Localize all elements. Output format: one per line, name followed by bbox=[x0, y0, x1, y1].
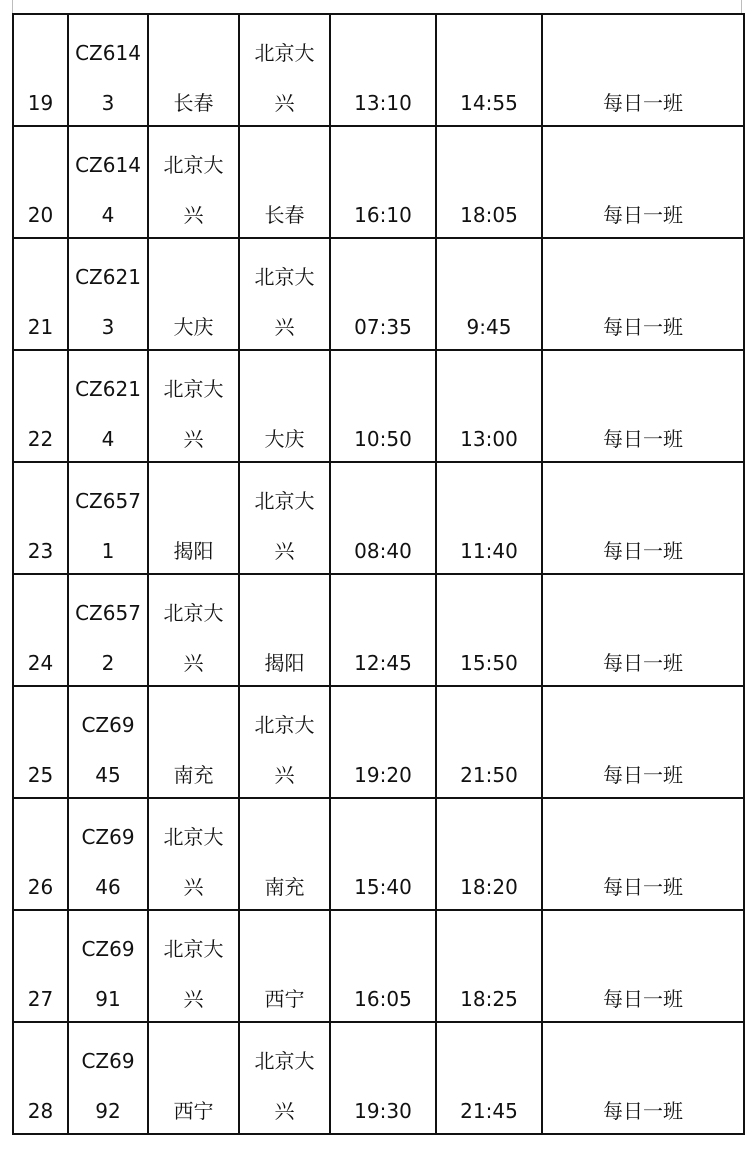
frequency: 每日一班 bbox=[603, 203, 683, 227]
frequency: 每日一班 bbox=[603, 651, 683, 675]
origin-cell bbox=[148, 126, 239, 238]
flight-number-line-1: CZ69 bbox=[81, 825, 135, 849]
origin-line-2: 兴 bbox=[183, 427, 204, 451]
departure-time: 16:10 bbox=[354, 203, 412, 227]
departure-time-cell bbox=[330, 126, 436, 238]
flight-number-line-1: CZ657 bbox=[75, 601, 141, 625]
flight-number-line-1: CZ614 bbox=[75, 41, 141, 65]
destination-cell bbox=[239, 686, 330, 798]
departure-time: 12:45 bbox=[354, 651, 412, 675]
departure-time: 19:20 bbox=[354, 763, 412, 787]
arrival-time: 21:45 bbox=[460, 1099, 518, 1123]
row-number: 21 bbox=[27, 315, 54, 339]
table-row bbox=[13, 686, 744, 798]
origin-line-1: 北京大 bbox=[163, 825, 224, 849]
departure-time-cell bbox=[330, 350, 436, 462]
destination-cell bbox=[239, 798, 330, 910]
origin-line-2: 大庆 bbox=[173, 315, 214, 339]
frequency-cell bbox=[542, 126, 744, 238]
departure-time: 08:40 bbox=[354, 539, 412, 563]
destination-cell bbox=[239, 126, 330, 238]
flight-number-cell bbox=[68, 910, 148, 1022]
row-number: 22 bbox=[27, 427, 54, 451]
row-number-cell bbox=[13, 350, 68, 462]
arrival-time: 13:00 bbox=[460, 427, 518, 451]
frequency: 每日一班 bbox=[603, 875, 683, 899]
frequency-cell bbox=[542, 350, 744, 462]
origin-line-2: 揭阳 bbox=[173, 539, 214, 563]
origin-cell bbox=[148, 798, 239, 910]
destination-line-2: 西宁 bbox=[264, 987, 305, 1011]
row-number: 23 bbox=[27, 539, 54, 563]
flight-number-cell bbox=[68, 14, 148, 126]
origin-cell bbox=[148, 686, 239, 798]
destination-line-2: 兴 bbox=[274, 1099, 295, 1123]
arrival-time-cell bbox=[436, 910, 542, 1022]
departure-time-cell bbox=[330, 686, 436, 798]
flight-number-line-1: CZ621 bbox=[75, 377, 141, 401]
destination-cell bbox=[239, 1022, 330, 1134]
destination-line-2: 揭阳 bbox=[264, 651, 305, 675]
destination-line-1: 北京大 bbox=[254, 489, 315, 513]
row-number-cell bbox=[13, 574, 68, 686]
flight-number-line-2: 3 bbox=[101, 315, 115, 339]
row-number-cell bbox=[13, 126, 68, 238]
origin-line-2: 南充 bbox=[173, 763, 214, 787]
flight-number-cell bbox=[68, 126, 148, 238]
row-number-cell bbox=[13, 462, 68, 574]
flight-number-line-1: CZ621 bbox=[75, 265, 141, 289]
departure-time: 10:50 bbox=[354, 427, 412, 451]
table-row bbox=[13, 1022, 744, 1134]
frequency-cell bbox=[542, 798, 744, 910]
flight-number-line-2: 3 bbox=[101, 91, 115, 115]
row-number: 27 bbox=[27, 987, 54, 1011]
frequency: 每日一班 bbox=[603, 315, 683, 339]
flight-number-line-1: CZ614 bbox=[75, 153, 141, 177]
flight-number-cell bbox=[68, 350, 148, 462]
flight-number-line-2: 4 bbox=[101, 427, 115, 451]
destination-line-2: 兴 bbox=[274, 763, 295, 787]
destination-cell bbox=[239, 910, 330, 1022]
frequency: 每日一班 bbox=[603, 539, 683, 563]
origin-line-2: 长春 bbox=[173, 91, 214, 115]
frequency: 每日一班 bbox=[603, 91, 683, 115]
origin-cell bbox=[148, 238, 239, 350]
table-top-margin bbox=[12, 0, 742, 13]
arrival-time: 21:50 bbox=[460, 763, 518, 787]
arrival-time: 11:40 bbox=[460, 539, 518, 563]
departure-time: 13:10 bbox=[354, 91, 412, 115]
arrival-time-cell bbox=[436, 14, 542, 126]
table-row bbox=[13, 462, 744, 574]
destination-line-1: 北京大 bbox=[254, 1049, 315, 1073]
origin-cell bbox=[148, 462, 239, 574]
destination-line-1: 北京大 bbox=[254, 265, 315, 289]
frequency-cell bbox=[542, 910, 744, 1022]
origin-line-2: 兴 bbox=[183, 651, 204, 675]
departure-time: 15:40 bbox=[354, 875, 412, 899]
departure-time: 07:35 bbox=[354, 315, 412, 339]
row-number-cell bbox=[13, 238, 68, 350]
table-row bbox=[13, 126, 744, 238]
flight-number-cell bbox=[68, 462, 148, 574]
flight-number-cell bbox=[68, 574, 148, 686]
row-number-cell bbox=[13, 14, 68, 126]
origin-line-1: 北京大 bbox=[163, 601, 224, 625]
destination-cell bbox=[239, 574, 330, 686]
flight-number-line-2: 2 bbox=[101, 651, 115, 675]
table-row bbox=[13, 574, 744, 686]
flight-schedule-table bbox=[12, 13, 745, 1135]
frequency-cell bbox=[542, 1022, 744, 1134]
arrival-time: 14:55 bbox=[460, 91, 518, 115]
row-number: 20 bbox=[27, 203, 54, 227]
origin-cell bbox=[148, 350, 239, 462]
arrival-time-cell bbox=[436, 238, 542, 350]
origin-cell bbox=[148, 574, 239, 686]
departure-time-cell bbox=[330, 1022, 436, 1134]
row-number-cell bbox=[13, 910, 68, 1022]
table-row bbox=[13, 14, 744, 126]
row-number-cell bbox=[13, 686, 68, 798]
origin-cell bbox=[148, 1022, 239, 1134]
frequency-cell bbox=[542, 238, 744, 350]
flight-number-line-1: CZ69 bbox=[81, 1049, 135, 1073]
origin-line-2: 西宁 bbox=[173, 1099, 214, 1123]
departure-time-cell bbox=[330, 462, 436, 574]
flight-number-line-2: 46 bbox=[95, 875, 121, 899]
origin-line-1: 北京大 bbox=[163, 153, 224, 177]
destination-line-1: 北京大 bbox=[254, 713, 315, 737]
table-row bbox=[13, 910, 744, 1022]
origin-cell bbox=[148, 14, 239, 126]
row-number: 26 bbox=[27, 875, 54, 899]
arrival-time-cell bbox=[436, 574, 542, 686]
destination-line-2: 南充 bbox=[264, 875, 305, 899]
flight-number-line-2: 4 bbox=[101, 203, 115, 227]
destination-line-1: 北京大 bbox=[254, 41, 315, 65]
frequency: 每日一班 bbox=[603, 987, 683, 1011]
table-row bbox=[13, 798, 744, 910]
departure-time-cell bbox=[330, 14, 436, 126]
destination-cell bbox=[239, 462, 330, 574]
flight-number-line-1: CZ69 bbox=[81, 937, 135, 961]
flight-number-line-2: 91 bbox=[95, 987, 121, 1011]
flight-number-line-2: 45 bbox=[95, 763, 121, 787]
destination-line-2: 大庆 bbox=[264, 427, 305, 451]
departure-time-cell bbox=[330, 238, 436, 350]
arrival-time: 9:45 bbox=[466, 315, 512, 339]
origin-line-2: 兴 bbox=[183, 875, 204, 899]
destination-cell bbox=[239, 238, 330, 350]
flight-number-line-2: 1 bbox=[101, 539, 115, 563]
departure-time-cell bbox=[330, 798, 436, 910]
departure-time-cell bbox=[330, 910, 436, 1022]
origin-line-2: 兴 bbox=[183, 203, 204, 227]
row-number: 28 bbox=[27, 1099, 54, 1123]
frequency-cell bbox=[542, 574, 744, 686]
table-row bbox=[13, 238, 744, 350]
arrival-time-cell bbox=[436, 1022, 542, 1134]
row-number: 19 bbox=[27, 91, 54, 115]
origin-cell bbox=[148, 910, 239, 1022]
schedule-body bbox=[13, 14, 744, 1134]
table-row bbox=[13, 350, 744, 462]
row-number-cell bbox=[13, 798, 68, 910]
flight-number-line-2: 92 bbox=[95, 1099, 121, 1123]
arrival-time-cell bbox=[436, 798, 542, 910]
destination-line-2: 兴 bbox=[274, 315, 295, 339]
arrival-time-cell bbox=[436, 126, 542, 238]
origin-line-2: 兴 bbox=[183, 987, 204, 1011]
frequency: 每日一班 bbox=[603, 427, 683, 451]
frequency-cell bbox=[542, 462, 744, 574]
destination-cell bbox=[239, 14, 330, 126]
row-number: 25 bbox=[27, 763, 54, 787]
destination-line-2: 长春 bbox=[264, 203, 305, 227]
row-number-cell bbox=[13, 1022, 68, 1134]
origin-line-1: 北京大 bbox=[163, 937, 224, 961]
flight-number-cell bbox=[68, 798, 148, 910]
frequency: 每日一班 bbox=[603, 763, 683, 787]
flight-number-cell bbox=[68, 238, 148, 350]
flight-number-cell bbox=[68, 686, 148, 798]
arrival-time: 18:25 bbox=[460, 987, 518, 1011]
frequency: 每日一班 bbox=[603, 1099, 683, 1123]
flight-number-line-1: CZ657 bbox=[75, 489, 141, 513]
departure-time: 19:30 bbox=[354, 1099, 412, 1123]
flight-number-line-1: CZ69 bbox=[81, 713, 135, 737]
arrival-time-cell bbox=[436, 686, 542, 798]
destination-cell bbox=[239, 350, 330, 462]
flight-number-cell bbox=[68, 1022, 148, 1134]
destination-line-2: 兴 bbox=[274, 91, 295, 115]
arrival-time-cell bbox=[436, 350, 542, 462]
arrival-time: 18:05 bbox=[460, 203, 518, 227]
destination-line-2: 兴 bbox=[274, 539, 295, 563]
frequency-cell bbox=[542, 686, 744, 798]
arrival-time-cell bbox=[436, 462, 542, 574]
arrival-time: 15:50 bbox=[460, 651, 518, 675]
arrival-time: 18:20 bbox=[460, 875, 518, 899]
row-number: 24 bbox=[27, 651, 54, 675]
origin-line-1: 北京大 bbox=[163, 377, 224, 401]
departure-time: 16:05 bbox=[354, 987, 412, 1011]
frequency-cell bbox=[542, 14, 744, 126]
departure-time-cell bbox=[330, 574, 436, 686]
